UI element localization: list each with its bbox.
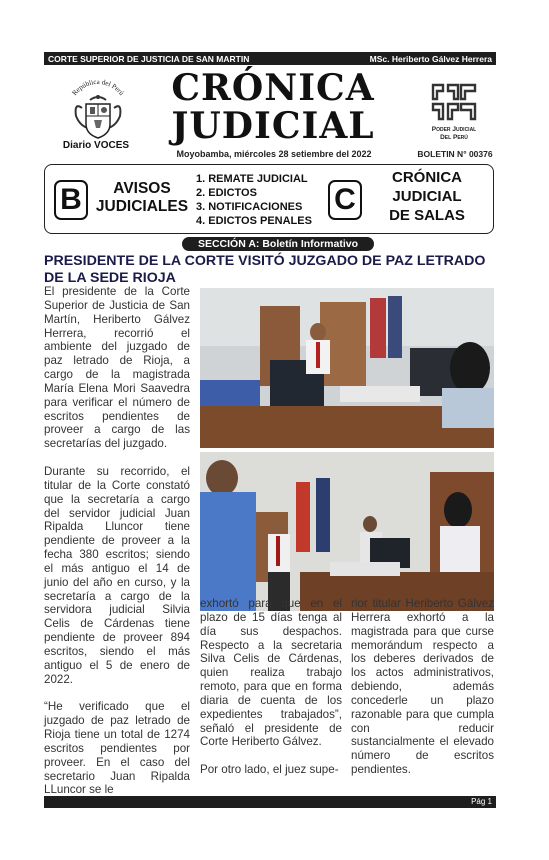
list-item: 3. NOTIFICACIONES: [196, 201, 303, 213]
list-item: 1. REMATE JUDICIAL: [196, 173, 308, 185]
article-photo-1: [200, 288, 494, 448]
masthead-title-line1: CRÓNICA: [171, 67, 375, 109]
seal-arc-text: República del Perú: [70, 77, 126, 98]
top-info-bar: [44, 52, 496, 65]
section-b-title-line1: AVISOS: [113, 180, 171, 197]
article-column-1: [44, 285, 190, 811]
article-column-2: [200, 597, 342, 791]
article-photo-2: [200, 452, 494, 611]
masthead-title-line2: JUDICIAL: [171, 105, 375, 147]
poder-judicial-logo-icon: [430, 82, 478, 122]
article-paragraph: Durante su recorrido, el titular de la Corte constató que la secretaría a cargo del servidor judicial Juan Ripalda Lluncor tiene pendiente de proveer a la fecha 380 escritos; siendo el más antiguo el 14 de junio del año en curso, y la secretaría a cargo de la servidora judicial Silvia Celis de Cárdenas tiene pendiente de proveer 894 escritos, siendo el más antiguo el 5 de enero de 2022.: [44, 464, 190, 686]
dateline: Moyobamba, miércoles 28 setiembre del 2022: [176, 149, 372, 159]
section-c-title-line1: CRÓNICA: [392, 169, 462, 186]
article-column-3: [351, 597, 494, 791]
section-c-title-line3: DE SALAS: [389, 207, 465, 224]
article-paragraph: “He verificado que el juzgado de paz letrado de Rioja tiene un total de 1274 escritos pendientes por proveer. En el caso del secretario Juan Ripalda LLuncor se le: [44, 700, 190, 797]
article-paragraph: El presidente de la Corte Superior de Justicia de San Martín, Heriberto Gálvez Herrera, recorrió el ambiente del juzgado de paz letrado de Rioja, a cargo de la magistrada María Elena Mori Saavedra para verificar el número de escritos pendientes de proveer a cargo de las secretarías del juzgado.: [44, 285, 190, 451]
section-c-title-line2: JUDICIAL: [392, 188, 462, 205]
svg-text:República del Perú: [70, 78, 125, 97]
seal-caption: Diario VOCES: [62, 140, 130, 151]
institution-name: [418, 126, 490, 142]
section-b-title: [90, 180, 194, 216]
section-b-letter: B: [54, 180, 88, 220]
page-footer: [44, 796, 496, 808]
list-item: 4. EDICTOS PENALES: [196, 215, 312, 227]
editor-name: MSc. Heriberto Gálvez Herrera: [369, 53, 492, 64]
article-paragraph: rior titular Heriberto Gálvez Herrera exhortó a la magistrada para que curse memorándum respecto a los deberes derivados de los actos administrativos, debiendo, además concederle un plazo razonable para que cumpla con reducir sustancialmente el elevado número de escritos pendientes.: [351, 597, 494, 777]
court-name: CORTE SUPERIOR DE JUSTICIA DE SAN MARTIN: [48, 53, 250, 64]
list-item: 2. EDICTOS: [196, 187, 257, 199]
institution-line2: Del Perú: [440, 134, 468, 141]
section-b-title-line2: JUDICIALES: [95, 198, 189, 215]
section-c-title: [368, 168, 486, 225]
article-headline: PRESIDENTE DE LA CORTE VISITÓ JUZGADO DE PAZ LETRADO DE LA SEDE RIOJA: [44, 253, 486, 286]
page-number: Pág 1: [471, 797, 492, 806]
section-label: SECCIÓN A: Boletín Informativo: [182, 237, 374, 251]
section-c-letter: C: [328, 180, 362, 220]
bulletin-number: BOLETIN N° 00376: [417, 149, 493, 159]
institution-line1: Poder Judicial: [431, 126, 477, 133]
article-paragraph: exhortó para que en el plazo de 15 días tenga al día sus despachos. Respecto a la secretaria Silva Celis de Cárdenas, quien realiza trabajo remoto, para que en forma diaria de cuenta de los expedientes trabajados”, señaló el presidente de Corte Heriberto Gálvez.: [200, 597, 342, 749]
section-b-list: [196, 172, 312, 228]
article-paragraph: Por otro lado, el juez supe-: [200, 763, 339, 777]
